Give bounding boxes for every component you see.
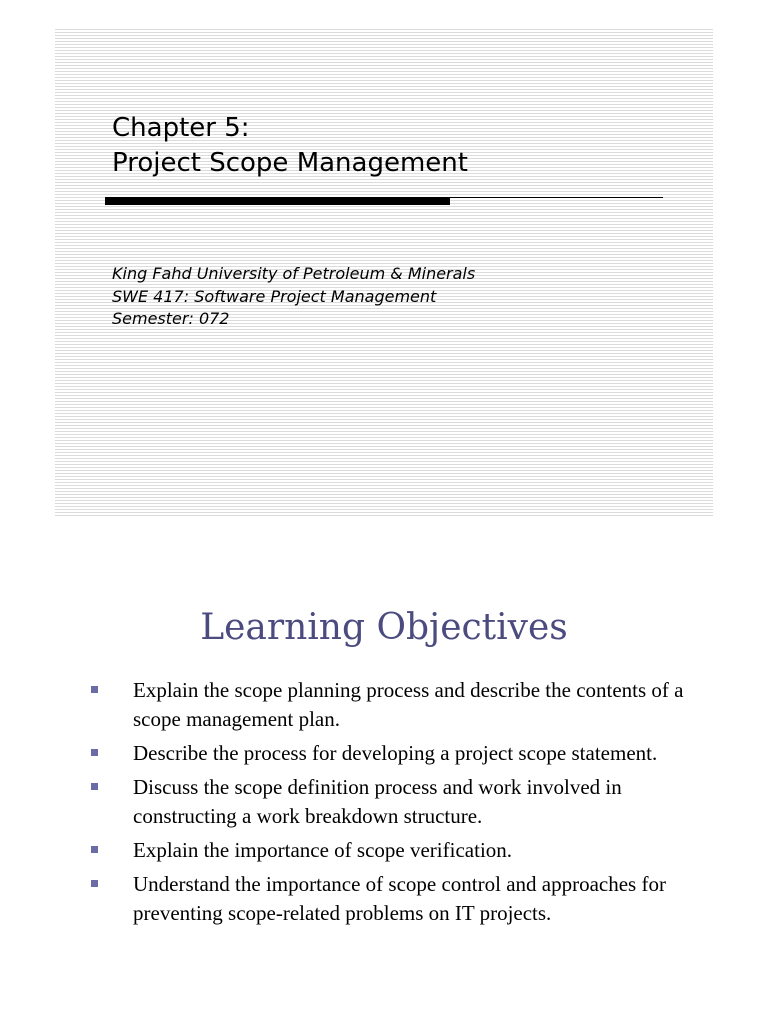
objective-item: [88, 773, 688, 831]
square-bullet-icon: [91, 846, 98, 853]
chapter-title: [112, 111, 468, 181]
university-name: King Fahd University of Petroleum & Minerals: [112, 264, 476, 283]
objective-text: Understand the importance of scope control and approaches for preventing scope-related problems on IT projects.: [133, 872, 666, 925]
square-bullet-icon: [91, 783, 98, 790]
objectives-list: [88, 676, 688, 933]
square-bullet-icon: [91, 749, 98, 756]
course-info: [112, 263, 475, 331]
title-divider-thin: [450, 197, 663, 198]
chapter-number: Chapter 5:: [112, 113, 250, 143]
objective-text: Discuss the scope definition process and work involved in constructing a work breakdown structure.: [133, 775, 622, 828]
semester: Semester: 072: [112, 309, 230, 328]
objective-item: [88, 739, 688, 768]
objective-item: [88, 676, 688, 734]
course-name: SWE 417: Software Project Management: [112, 286, 437, 306]
title-slide: [55, 27, 713, 517]
objective-text: Explain the scope planning process and describe the contents of a scope management plan.: [133, 678, 684, 731]
objective-item: [88, 870, 688, 928]
title-divider-thick: [105, 197, 450, 205]
objective-text: Explain the importance of scope verification.: [133, 838, 513, 862]
objectives-title: Learning Objectives: [200, 607, 568, 648]
objective-item: [88, 836, 688, 865]
chapter-name: Project Scope Management: [112, 148, 468, 178]
objective-text: Describe the process for developing a project scope statement.: [133, 741, 658, 765]
square-bullet-icon: [91, 880, 98, 887]
square-bullet-icon: [91, 686, 98, 693]
